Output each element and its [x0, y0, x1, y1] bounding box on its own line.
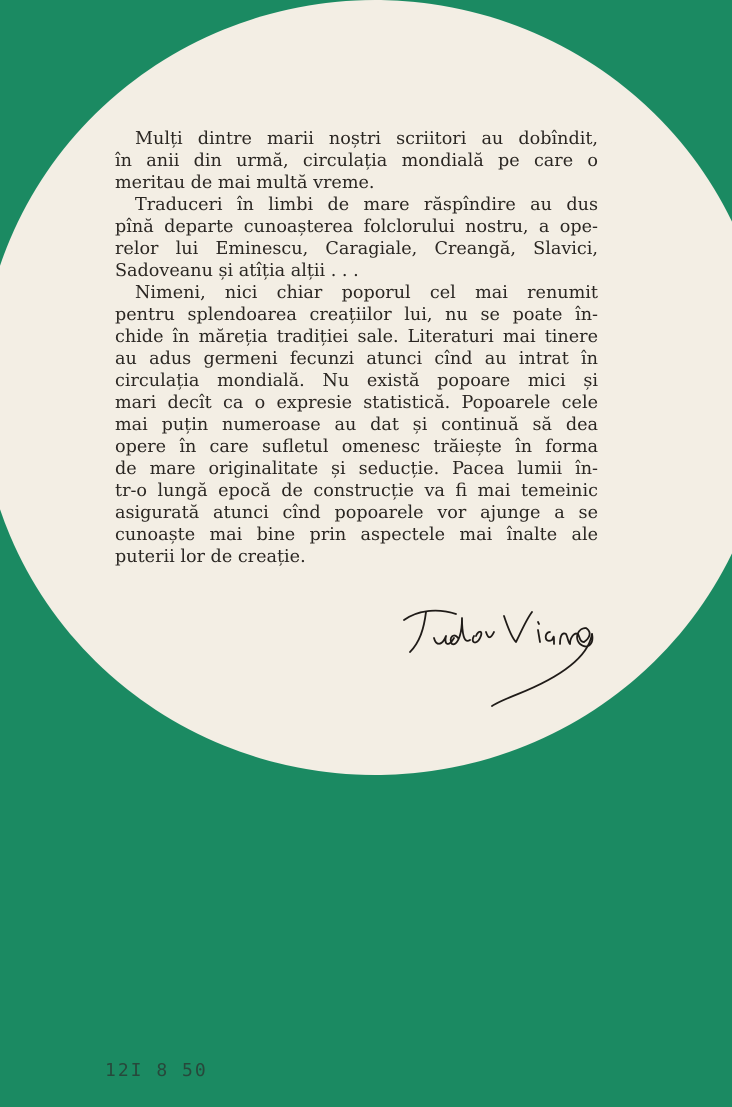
text-line: Sadoveanu și atîția alții . . .: [115, 261, 359, 281]
preface-paragraph-1: [115, 128, 598, 194]
text-line: chide în măreția tradiției sale. Literaturi mai tinere: [115, 327, 598, 347]
text-line: Mulți dintre marii noștri scriitori au dobîndit,: [135, 129, 598, 149]
handwritten-signature: [398, 598, 598, 718]
text-line: tr-o lungă epocă de construcție va fi mai temeinic: [115, 481, 598, 501]
preface-paragraph-3: [115, 282, 598, 568]
text-line: opere în care sufletul omenesc trăiește în forma: [115, 437, 598, 457]
text-line: au adus germeni fecunzi atunci cînd au intrat în: [115, 349, 598, 369]
text-line: mai puțin numeroase au dat și continuă să dea: [115, 415, 598, 435]
text-line: Nimeni, nici chiar poporul cel mai renumit: [135, 283, 598, 303]
text-line: mari decît ca o expresie statistică. Popoarele cele: [115, 393, 598, 413]
text-line: asigurată atunci cînd popoarele vor ajunge a se: [115, 503, 598, 523]
text-line: în anii din urmă, circulația mondială pe care o: [115, 151, 598, 171]
text-line: de mare originalitate și seducție. Pacea lumii în-: [115, 459, 598, 479]
text-line: puterii lor de creație.: [115, 547, 306, 567]
text-line: Traduceri în limbi de mare răspîndire au dus: [135, 195, 598, 215]
text-line: relor lui Eminescu, Caragiale, Creangă, Slavici,: [115, 239, 598, 259]
preface-text: [115, 128, 598, 568]
text-line: pînă departe cunoașterea folclorului nostru, a ope-: [115, 217, 598, 237]
text-line: pentru splendoarea creațiilor lui, nu se poate în-: [115, 305, 598, 325]
text-line: cunoaște mai bine prin aspectele mai înalte ale: [115, 525, 598, 545]
preface-paragraph-2: [115, 194, 598, 282]
text-line: meritau de mai multă vreme.: [115, 173, 375, 193]
price-code: 12I 8 50: [105, 1060, 208, 1081]
text-line: circulația mondială. Nu există popoare mici și: [115, 371, 598, 391]
